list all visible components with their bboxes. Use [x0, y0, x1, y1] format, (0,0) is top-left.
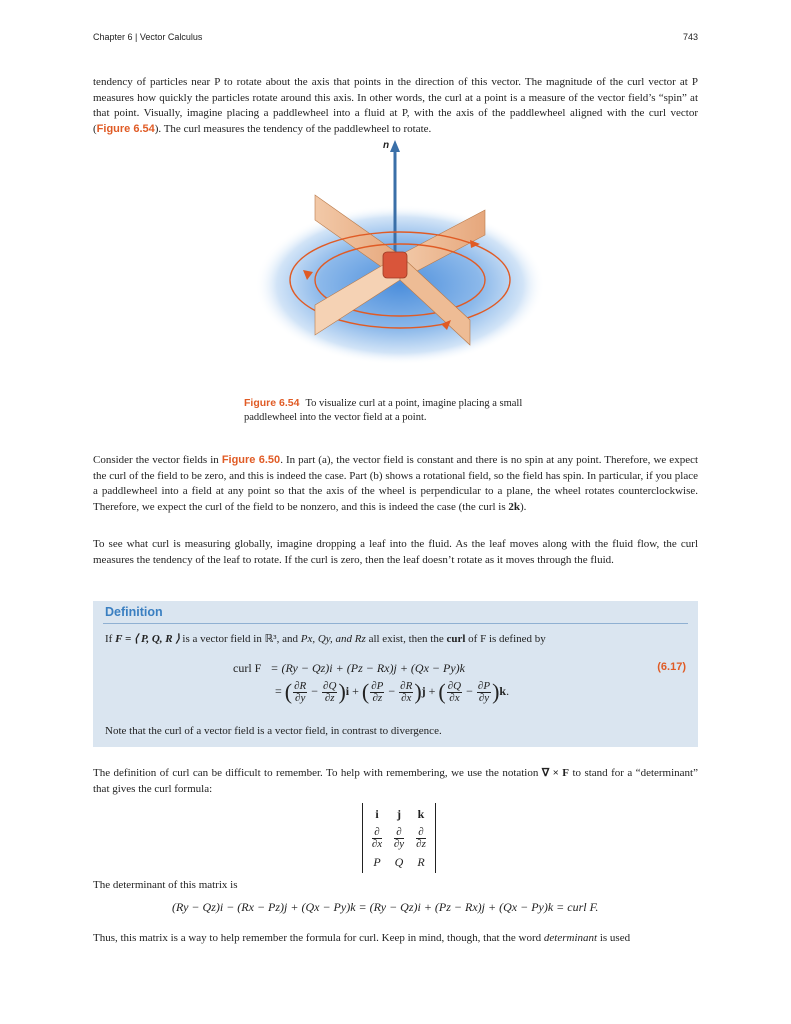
matrix-cell: k: [417, 806, 425, 821]
def-text: If: [105, 633, 116, 645]
determinant-expansion: (Ry − Qz)i − (Rx − Pz)j + (Qx − Py)k = (Ry − Qz)i + (Pz − Rx)j + (Qx − Py)k = curl F.: [172, 900, 599, 914]
page-number: 743: [682, 32, 698, 42]
axis-arrowhead-icon: [390, 140, 400, 152]
paddlewheel-figure: [255, 140, 555, 375]
def-math-R3: ℝ³: [264, 633, 277, 645]
curl-equation-line-1: [233, 661, 465, 676]
matrix-cell: R: [417, 854, 425, 869]
definition-statement: [105, 632, 690, 645]
figure-caption: [244, 396, 544, 425]
def-text: is a vector field in: [179, 633, 265, 645]
matrix-row-components: [366, 851, 432, 873]
matrix-cell: Q: [394, 854, 404, 869]
axis-label: n: [383, 140, 390, 151]
curl-lhs: curl F: [233, 661, 262, 675]
equation-number: (6.17): [657, 661, 686, 673]
running-header-chapter: Chapter 6 | Vector Calculus: [93, 32, 203, 42]
definition-box: [93, 601, 698, 747]
definition-divider: [103, 623, 688, 624]
wheel-hub: [383, 252, 407, 278]
paragraph-4: [93, 766, 698, 797]
figure-link-6-54[interactable]: Figure 6.54: [96, 122, 155, 135]
paragraph-2: [93, 453, 698, 515]
intro-text-end: ). The curl measures the tendency of the paddlewheel to rotate.: [154, 122, 432, 135]
matrix-cell: j: [397, 806, 401, 821]
p6-text: Thus, this matrix is a way to help remember the formula for curl. Keep in mind, though, that the word: [93, 932, 544, 944]
def-text: all exist, then the: [365, 633, 447, 645]
def-text: of F is defined by: [465, 633, 546, 645]
matrix-cell: P: [373, 854, 381, 869]
matrix-row-unit-vectors: [366, 803, 432, 825]
p6-emphasis: determinant: [543, 932, 598, 944]
p2-text-mid: . In part (a), the vector field is constant and there is no spin at any point. Therefore, we expect the curl of the field to be zero, and this is indeed the case. Part (b) shows a rotational field, so the field has spin. In particular, if you place a paddlewheel into a field at any point so that the axis of the wheel is perpendicular to a plane, the wheel rotates counterclockwise. Therefore, we expect the curl of the field to be nonzero, and this is indeed the case (the curl is: [93, 454, 699, 513]
p4-text: The definition of curl can be difficult to remember. To help with remembering, we use the notation: [93, 767, 542, 779]
intro-text: tendency of particles near P to rotate about the axis that points in the direction of this vector. The magnitude of the curl vector at P measures how quickly the particles rotate around this axis. In other words, the curl at a point is a measure of the vector field’s “spin” at that point. Visually, imagine placing a paddlewheel into a fluid at P, with the axis of the paddlewheel aligned with the curl vector (: [93, 76, 698, 135]
p2-text-end: ).: [520, 500, 527, 513]
curl-determinant-matrix: [362, 803, 436, 873]
p4-text-end: to stand for a “determinant” that gives the curl formula:: [93, 767, 698, 795]
p2-text: Consider the vector fields in: [93, 454, 222, 466]
p2-math: 2k: [508, 500, 521, 513]
def-math-partials: Px, Qy, and Rz: [300, 633, 366, 645]
intro-paragraph: [93, 75, 698, 137]
def-text: , and: [276, 633, 301, 645]
definition-title: Definition: [105, 605, 163, 619]
curl-rhs-1: = (Ry − Qz)i + (Pz − Rx)j + (Qx − Py)k: [270, 661, 465, 675]
caption-text: To visualize curl at a point, imagine placing a small paddlewheel into the vector field at a point.: [244, 398, 523, 423]
paragraph-6: [93, 931, 698, 947]
definition-note: Note that the curl of a vector field is a vector field, in contrast to divergence.: [105, 725, 442, 737]
matrix-cell: i: [375, 806, 379, 821]
fluid-cloud: [255, 205, 545, 365]
caption-label: Figure 6.54: [244, 397, 300, 409]
p6-text-end: is used: [597, 932, 631, 944]
p4-math: ∇ × F: [541, 767, 570, 779]
matrix-row-partials: $\frac{\partial}{\partial x}$ $\frac{\partial}{\partial y}$ $\frac{\partial}{\partial z}$: [371, 825, 426, 850]
def-curl-word: curl: [446, 633, 466, 645]
paragraph-3: To see what curl is measuring globally, imagine dropping a leaf into the fluid. As the leaf moves along with the fluid flow, the curl measures the tendency of the leaf to rotate. If the curl is zero, then the leaf doesn’t rotate as it moves through the fluid.: [93, 538, 698, 566]
paragraph-5: The determinant of this matrix is: [93, 879, 238, 891]
figure-link-6-50[interactable]: Figure 6.50: [221, 454, 281, 466]
def-math-F: F = ⟨ P, Q, R ⟩: [115, 633, 180, 645]
curl-equation-line-2: = ( $\frac{\partial R}{\partial y}$ − $\frac{\partial Q}{\partial z}$ )i + ( $\frac{\partial P}{\partial z}$ − $\frac{\partial R}{\partial x}$ )j + ( $\frac{\partial Q}{\partial x}$ − $\frac{\partial P}{\partial y}$ )k.: [275, 679, 510, 704]
